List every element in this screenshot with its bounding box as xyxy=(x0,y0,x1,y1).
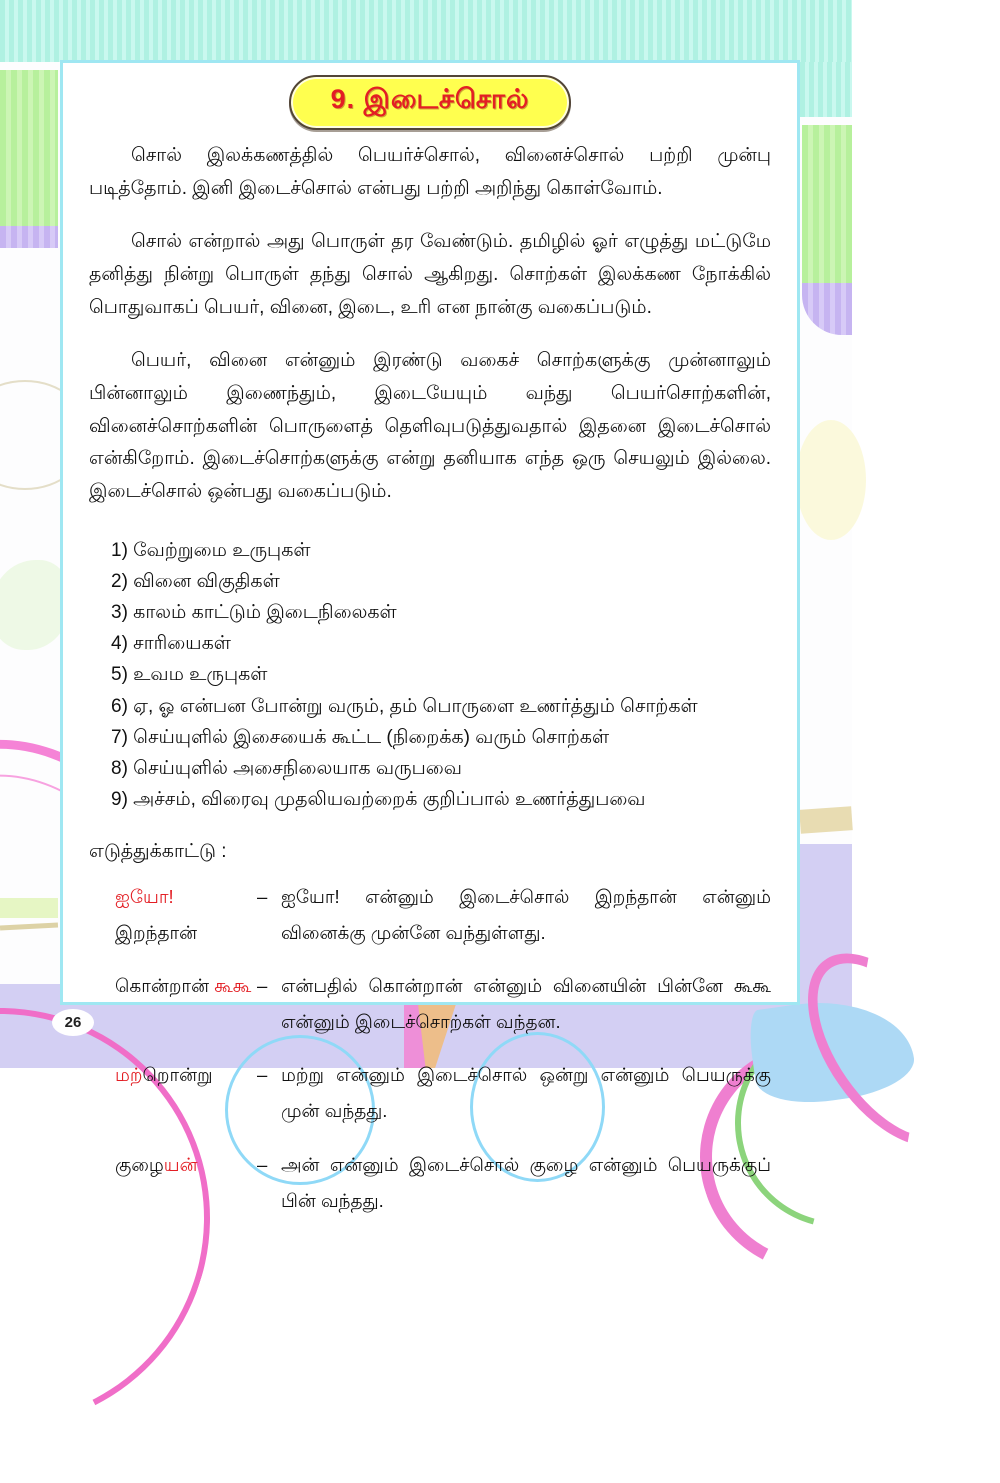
example-text: மற்று என்னும் இடைச்சொல் ஒன்று என்னும் பெயருக்கு முன் வந்தது. xyxy=(281,1064,771,1122)
list-item: 7) செய்யுளில் இசையைக் கூட்ட (நிறைக்க) வரும் சொற்கள் xyxy=(111,726,610,748)
decoration-left-purple-band xyxy=(0,226,58,248)
page-number: 26 xyxy=(64,1014,82,1031)
chapter-title: 9. இடைச்சொல் xyxy=(330,84,530,114)
list-item: 1) வேற்றுமை உருபுகள் xyxy=(111,539,311,561)
example-term-black-prefix: கொன்றான் xyxy=(115,975,215,997)
example-row xyxy=(115,1057,771,1129)
intro-paragraph-3: பெயர், வினை என்னும் இரண்டு வகைச் சொற்களுக்கு முன்னாலும் பின்னாலும் இணைந்தும், இடையேயும் வந்து பெயர்சொற்களின், வினைச்சொற்களின் பொருளைத் தெளிவுபடுத்துவதால் இதனை இடைச்சொல் என்கிறோம். இடைச்சொற்களுக்கு என்று தனியாக எந்த ஒரு செயலும் இல்லை. இடைச்சொல் ஒன்பது வகைப்படும். xyxy=(89,350,771,503)
page-number-badge xyxy=(52,1009,94,1036)
list-item: 5) உவம உருபுகள் xyxy=(111,664,268,686)
example-term xyxy=(115,968,257,1004)
decoration-right-tan-band xyxy=(799,806,853,834)
example-dash: – xyxy=(257,975,268,997)
decoration-top-mint-stripes xyxy=(0,0,852,62)
example-text: அன் என்னும் இடைச்சொல் குழை என்னும் பெயருக்குப் பின் வந்தது. xyxy=(281,1153,771,1211)
example-term-black-suffix: இறந்தான் xyxy=(115,922,198,944)
decoration-left-green-band xyxy=(0,70,58,226)
example-term-red: யன் xyxy=(163,1153,198,1175)
list-item: 9) அச்சம், விரைவு முதலியவற்றைக் குறிப்பால் உணர்த்துபவை xyxy=(111,788,646,810)
example-term-red: ஐயோ! xyxy=(115,886,174,908)
decoration-top-right-mint-stripes xyxy=(800,62,852,117)
list-item: 2) வினை விகுதிகள் xyxy=(111,570,280,592)
list-item: 6) ஏ, ஓ என்பன போன்று வரும், தம் பொருளை உணர்த்தும் சொற்கள் xyxy=(111,695,698,717)
example-dash: – xyxy=(257,1153,268,1175)
example-row xyxy=(115,1147,771,1219)
example-term xyxy=(115,1057,257,1093)
examples-block xyxy=(89,879,771,1219)
example-term-red: கூகூ xyxy=(214,975,252,997)
list-item: 3) காலம் காட்டும் இடைநிலைகள் xyxy=(111,602,397,624)
example-term xyxy=(115,1147,257,1183)
example-row xyxy=(115,968,771,1040)
decoration-right-yellow-blob xyxy=(796,420,866,540)
example-text: ஐயோ! என்னும் இடைச்சொல் இறந்தான் என்னும் வினைக்கு முன்னே வந்துள்ளது. xyxy=(281,886,771,944)
chapter-title-banner xyxy=(289,75,572,130)
example-row xyxy=(115,879,771,951)
example-dash: – xyxy=(257,1064,268,1086)
intro-paragraph-2: சொல் என்றால் அது பொருள் தர வேண்டும். தமிழில் ஓர் எழுத்து மட்டுமே தனித்து நின்று பொருள் தந்து சொல் ஆகிறது. சொற்கள் இலக்கண நோக்கில் பொதுவாகப் பெயர், வினை, இடை, உரி என நான்கு வகைப்படும். xyxy=(89,231,771,318)
example-text: என்பதில் கொன்றான் என்னும் வினையின் பின்னே கூகூ என்னும் இடைச்சொற்கள் வந்தன. xyxy=(281,975,771,1033)
list-item: 4) சாரியைகள் xyxy=(111,633,231,655)
example-dash: – xyxy=(257,886,268,908)
decoration-right-green-band xyxy=(802,125,852,283)
intro-paragraph-1: சொல் இலக்கணத்தில் பெயர்ச்சொல், வினைச்சொல் பற்றி முன்பு படித்தோம். இனி இடைச்சொல் என்பது பற்றி அறிந்து கொள்வோம். xyxy=(89,145,771,199)
list-item: 8) செய்யுளில் அசைநிலையாக வருபவை xyxy=(111,757,462,779)
example-term-black-prefix: குழை xyxy=(115,1153,164,1175)
example-term xyxy=(115,879,257,951)
decoration-right-purple-band xyxy=(802,283,852,335)
examples-heading: எடுத்துக்காட்டு : xyxy=(89,841,227,863)
example-term-red: மற் xyxy=(115,1064,143,1086)
idaichol-types-list xyxy=(89,535,771,815)
example-term-black-suffix: றொன்று xyxy=(142,1064,213,1086)
